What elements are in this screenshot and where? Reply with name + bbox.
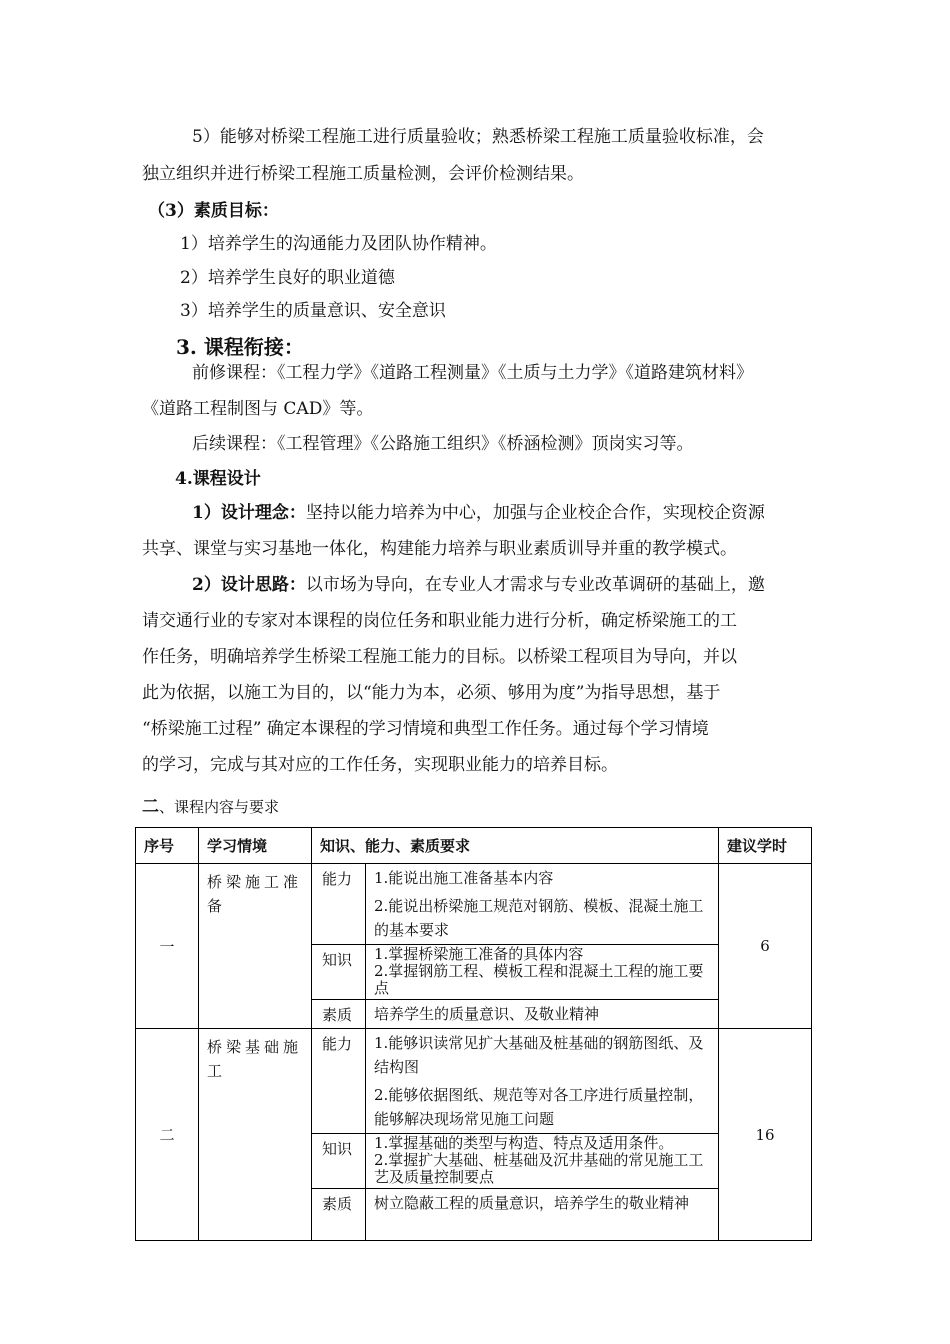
- table-header-row: [136, 828, 812, 864]
- course-table: [135, 827, 812, 1241]
- concept-label: 1）设计理念：: [192, 503, 306, 523]
- quality-heading: （3）素质目标：: [148, 201, 279, 221]
- part-title: 、课程内容与要求: [159, 798, 280, 816]
- ability-item: 1.能说出施工准备基本内容: [374, 869, 554, 887]
- knowledge-label: 知识: [312, 945, 366, 1000]
- ability-item: 2.能说出桥梁施工规范对钢筋、模板、混凝土施工的基本要求: [374, 897, 704, 939]
- quality-cell: 培养学生的质量意识、及敬业精神: [366, 1000, 719, 1029]
- part-heading: [142, 797, 279, 817]
- text-line: 请交通行业的专家对本课程的岗位任务和职业能力进行分析，确定桥梁施工的工: [142, 611, 737, 631]
- ability-item: 2.能够依据图纸、规范等对各工序进行质量控制，能够解决现场常见施工问题: [374, 1086, 704, 1128]
- table-row: [136, 1029, 812, 1134]
- text-line: “桥梁施工过程” 确定本课程的学习情境和典型工作任务。通过每个学习情境: [142, 719, 709, 739]
- idea-label: 2）设计思路：: [192, 575, 306, 595]
- ability-label: 能力: [312, 1029, 366, 1134]
- col-header-hours: 建议学时: [719, 828, 812, 864]
- text-line: [192, 575, 765, 595]
- text-line: 作任务，明确培养学生桥梁工程施工能力的目标。以桥梁工程项目为导向，并以: [142, 647, 737, 667]
- row-situation: 桥梁施工准备: [199, 864, 312, 1029]
- knowledge-label: 知识: [312, 1134, 366, 1189]
- concept-text: 坚持以能力培养为中心，加强与企业校企合作，实现校企资源: [305, 503, 765, 523]
- knowledge-item: 1.掌握桥梁施工准备的具体内容: [374, 945, 584, 963]
- table-row: [136, 864, 812, 945]
- knowledge-cell: [366, 945, 719, 1000]
- quality-label: 素质: [312, 1000, 366, 1029]
- quality-label: 素质: [312, 1189, 366, 1241]
- text-line: 前修课程：《工程力学》《道路工程测量》《土质与土力学》《道路建筑材料》: [192, 363, 753, 383]
- text-line: 独立组织并进行桥梁工程施工质量检测，会评价检测结果。: [142, 164, 584, 184]
- idea-text: 以市场为导向，在专业人才需求与专业改革调研的基础上，邀: [305, 575, 765, 595]
- col-header-requirements: 知识、能力、素质要求: [312, 828, 719, 864]
- text-line: 1）培养学生的沟通能力及团队协作精神。: [180, 234, 497, 254]
- knowledge-cell: [366, 1134, 719, 1189]
- row-situation: 桥梁基础施工: [199, 1029, 312, 1241]
- ability-item: 1.能够识读常见扩大基础及桩基础的钢筋图纸、及结构图: [374, 1034, 704, 1076]
- col-header-no: 序号: [136, 828, 199, 864]
- knowledge-item: 2.掌握钢筋工程、模板工程和混凝土工程的施工要点: [374, 962, 704, 997]
- part-number: 二: [142, 797, 159, 817]
- text-line: 3）培养学生的质量意识、安全意识: [180, 301, 446, 321]
- ability-cell: [366, 1029, 719, 1134]
- text-line: 的学习，完成与其对应的工作任务，实现职业能力的培养目标。: [142, 755, 618, 775]
- col-header-situation: 学习情境: [199, 828, 312, 864]
- row-hours: 6: [719, 864, 812, 1029]
- text-line: 此为依据，以施工为目的，以“能力为本，必须、够用为度”为指导思想，基于: [142, 683, 721, 703]
- section-heading: 3. 课程衔接：: [176, 335, 304, 359]
- text-line: 5）能够对桥梁工程施工进行质量验收；熟悉桥梁工程施工质量验收标准，会: [192, 127, 764, 147]
- row-hours: 16: [719, 1029, 812, 1241]
- text-line: 后续课程：《工程管理》《公路施工组织》《桥涵检测》顶岗实习等。: [192, 434, 694, 454]
- text-line: 《道路工程制图与 CAD》等。: [142, 399, 374, 419]
- text-line: 2）培养学生良好的职业道德: [180, 268, 395, 288]
- text-line: 共享、课堂与实习基地一体化，构建能力培养与职业素质训导并重的教学模式。: [142, 539, 737, 559]
- row-no: 二: [136, 1029, 199, 1241]
- ability-cell: [366, 864, 719, 945]
- knowledge-item: 2.掌握扩大基础、桩基础及沉井基础的常见施工工艺及质量控制要点: [374, 1151, 704, 1186]
- quality-cell: 树立隐蔽工程的质量意识，培养学生的敬业精神: [366, 1189, 719, 1241]
- section-heading: 4.课程设计: [175, 469, 261, 489]
- ability-label: 能力: [312, 864, 366, 945]
- text-line: [192, 503, 765, 523]
- knowledge-item: 1.掌握基础的类型与构造、特点及适用条件。: [374, 1134, 674, 1152]
- row-no: 一: [136, 864, 199, 1029]
